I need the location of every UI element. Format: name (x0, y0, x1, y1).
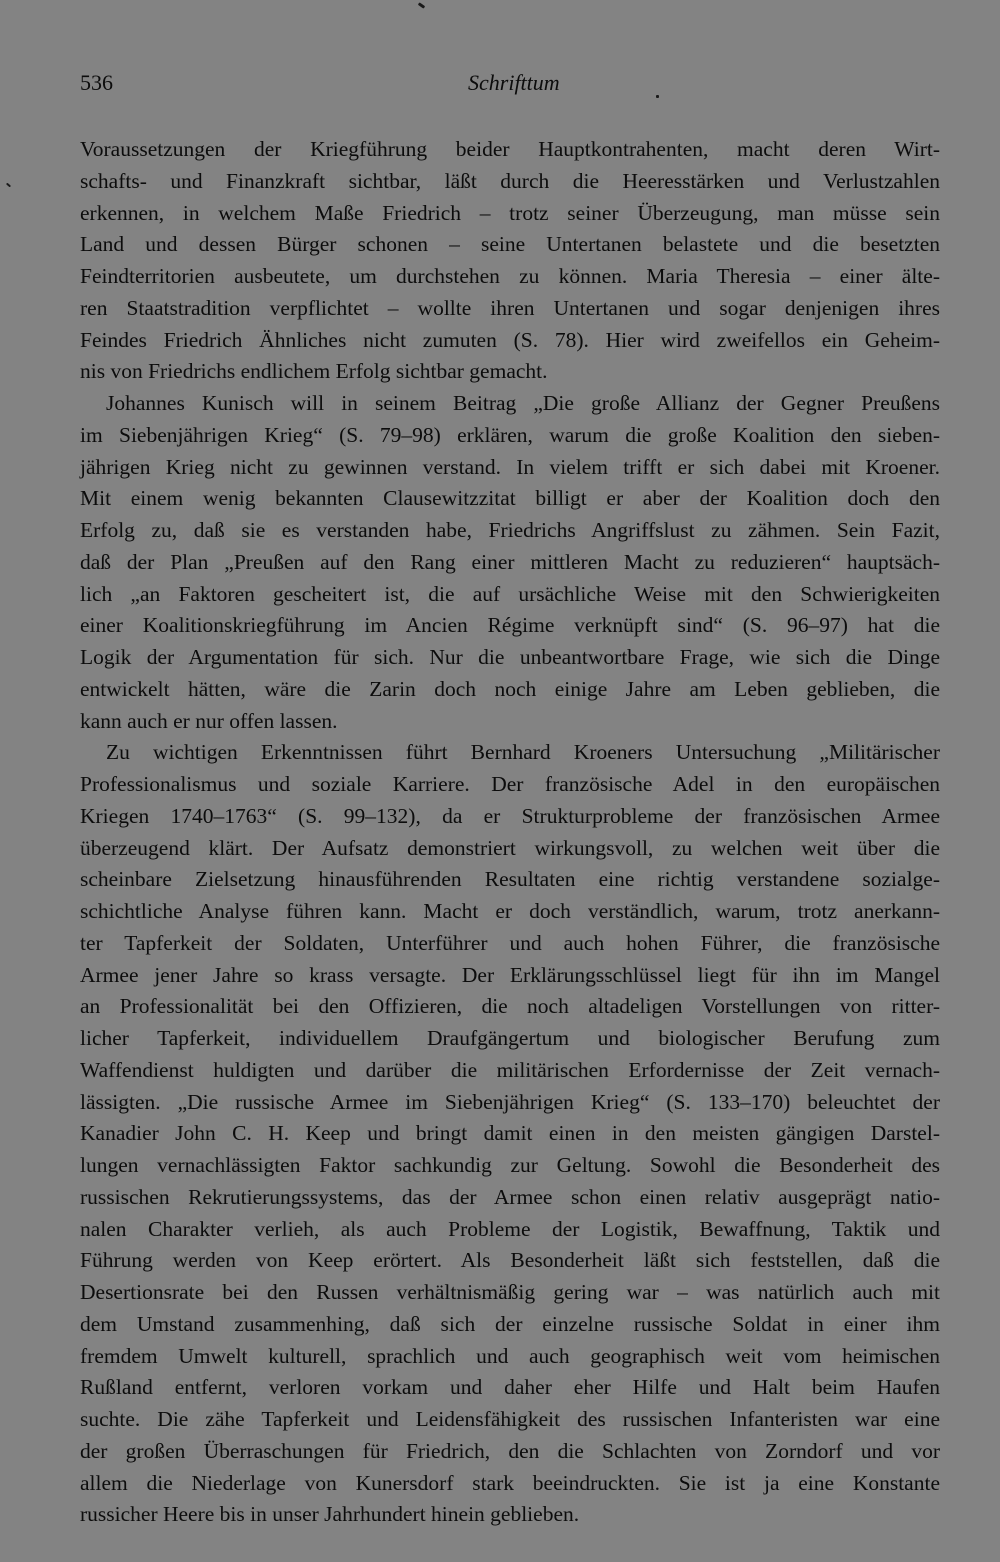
text-line: nis von Friedrichs endlichem Erfolg sichtbar gemacht. (80, 359, 548, 384)
text-line: entwickelt hätten, wäre die Zarin doch noch einige Jahre am Leben geblieben, die (80, 676, 940, 701)
running-title: Schrifttum (468, 70, 560, 95)
text-line: lich „an Faktoren gescheitert ist, die auf ursächliche Weise mit den Schwierigkeiten (80, 581, 940, 606)
text-line: lässigten. „Die russische Armee im Siebenjährigen Krieg“ (S. 133–170) beleuchtet der (80, 1089, 940, 1114)
text-line: überzeugend klärt. Der Aufsatz demonstriert wirkungsvoll, zu welchen weit über die (80, 835, 940, 860)
text-line: Professionalismus und soziale Karriere. Der französische Adel in den europäischen (80, 772, 940, 796)
text-line: nalen Charakter verlieh, als auch Probleme der Logistik, Bewaffnung, Taktik und (80, 1216, 940, 1241)
text-line: an Professionalität bei den Offizieren, die noch altadeligen Vorstellungen von ritter- (80, 994, 940, 1019)
scan-speck (6, 183, 11, 188)
text-line: licher Tapferkeit, individuellem Draufgängertum und biologischer Berufung zum (80, 1026, 940, 1050)
text-line: Logik der Argumentation für sich. Nur die unbeantwortbare Frage, wie sich die Dinge (80, 645, 940, 669)
paragraph (80, 134, 940, 388)
text-line: Waffendienst huldigten und darüber die militärischen Erfordernisse der Zeit vernach- (80, 1057, 940, 1082)
text-line: allem die Niederlage von Kunersdorf stark beeindruckten. Sie ist ja eine Konstante (80, 1470, 940, 1495)
text-line: daß der Plan „Preußen auf den Rang einer mittleren Macht zu reduzieren“ hauptsäch- (80, 549, 940, 574)
text-line: erkennen, in welchem Maße Friedrich – trotz seiner Überzeugung, man müsse sein (80, 200, 940, 225)
text-line: einer Koalitionskriegführung im Ancien Régime verknüpft sind“ (S. 96–97) hat die (80, 613, 940, 638)
text-line: der großen Überraschungen für Friedrich, den die Schlachten von Zorndorf und vor (80, 1438, 940, 1463)
text-line: schafts- und Finanzkraft sichtbar, läßt durch die Heeresstärken und Verlustzahlen (80, 168, 940, 193)
page-header (80, 68, 940, 102)
text-line: Johannes Kunisch will in seinem Beitrag „Die große Allianz der Gegner Preußens (106, 391, 940, 415)
text-line: russischen Rekrutierungssystems, das der Armee schon einen relativ ausgeprägt natio- (80, 1184, 940, 1209)
text-line: kann auch er nur offen lassen. (80, 708, 338, 733)
text-line: Voraussetzungen der Kriegführung beider Hauptkontrahenten, macht deren Wirt- (80, 137, 940, 161)
text-line: fremdem Umwelt kulturell, sprachlich und auch geographisch weit vom heimischen (80, 1343, 940, 1368)
text-line: Führung werden von Keep erörtert. Als Besonderheit läßt sich feststellen, daß die (80, 1248, 940, 1273)
text-line: russicher Heere bis in unser Jahrhundert hinein geblieben. (80, 1502, 580, 1527)
text-line: Land und dessen Bürger schonen – seine Untertanen belastete und die besetzten (80, 232, 940, 257)
text-line: Erfolg zu, daß sie es verstanden habe, Friedrichs Angriffslust zu zähmen. Sein Fazit, (80, 518, 940, 542)
text-line: im Siebenjährigen Krieg“ (S. 79–98) erklären, warum die große Koalition den sieben- (80, 422, 940, 447)
text-line: Feindes Friedrich Ähnliches nicht zumuten (S. 78). Hier wird zweifellos ein Geheim- (80, 327, 940, 352)
paragraph (80, 737, 940, 1531)
text-line: Rußland entfernt, verloren vorkam und daher eher Hilfe und Halt beim Haufen (80, 1375, 940, 1400)
text-line: schichtliche Analyse führen kann. Macht er doch verständlich, warum, trotz anerkann- (80, 899, 940, 923)
text-line: Desertionsrate bei den Russen verhältnismäßig gering war – was natürlich auch mit (80, 1280, 940, 1304)
scan-speck (418, 2, 425, 8)
text-line: ren Staatstradition verpflichtet – wollte ihren Untertanen und sogar denjenigen ihres (80, 295, 940, 320)
text-line: Kriegen 1740–1763“ (S. 99–132), da er Strukturprobleme der französischen Armee (80, 803, 940, 828)
page-number: 536 (80, 70, 113, 95)
text-line: dem Umstand zusammenhing, daß sich der einzelne russische Soldat in einer ihm (80, 1311, 940, 1336)
text-line: ter Tapferkeit der Soldaten, Unterführer und auch hohen Führer, die französische (80, 930, 940, 955)
text-line: Armee jener Jahre so krass versagte. Der Erklärungsschlüssel liegt für ihn im Mangel (80, 962, 940, 987)
body-text (80, 134, 940, 1531)
text-line: Zu wichtigen Erkenntnissen führt Bernhard Kroeners Untersuchung „Militärischer (106, 740, 940, 765)
paragraph (80, 388, 940, 737)
text-line: scheinbare Zielsetzung hinausführenden Resultaten eine richtig verstandene sozialge- (80, 867, 940, 892)
text-line: lungen vernachlässigten Faktor sachkundig zur Geltung. Sowohl die Besonderheit des (80, 1153, 940, 1177)
text-line: Kanadier John C. H. Keep und bringt damit einen in den meisten gängigen Darstel- (80, 1121, 940, 1146)
text-line: Mit einem wenig bekannten Clausewitzzitat billigt er aber der Koalition doch den (80, 486, 940, 511)
text-line: suchte. Die zähe Tapferkeit und Leidensfähigkeit des russischen Infanteristen war eine (80, 1407, 940, 1431)
text-line: Feindterritorien ausbeutete, um durchstehen zu können. Maria Theresia – einer älte- (80, 264, 940, 288)
text-line: jährigen Krieg nicht zu gewinnen verstand. In vielem trifft er sich dabei mit Kroener. (80, 454, 940, 479)
